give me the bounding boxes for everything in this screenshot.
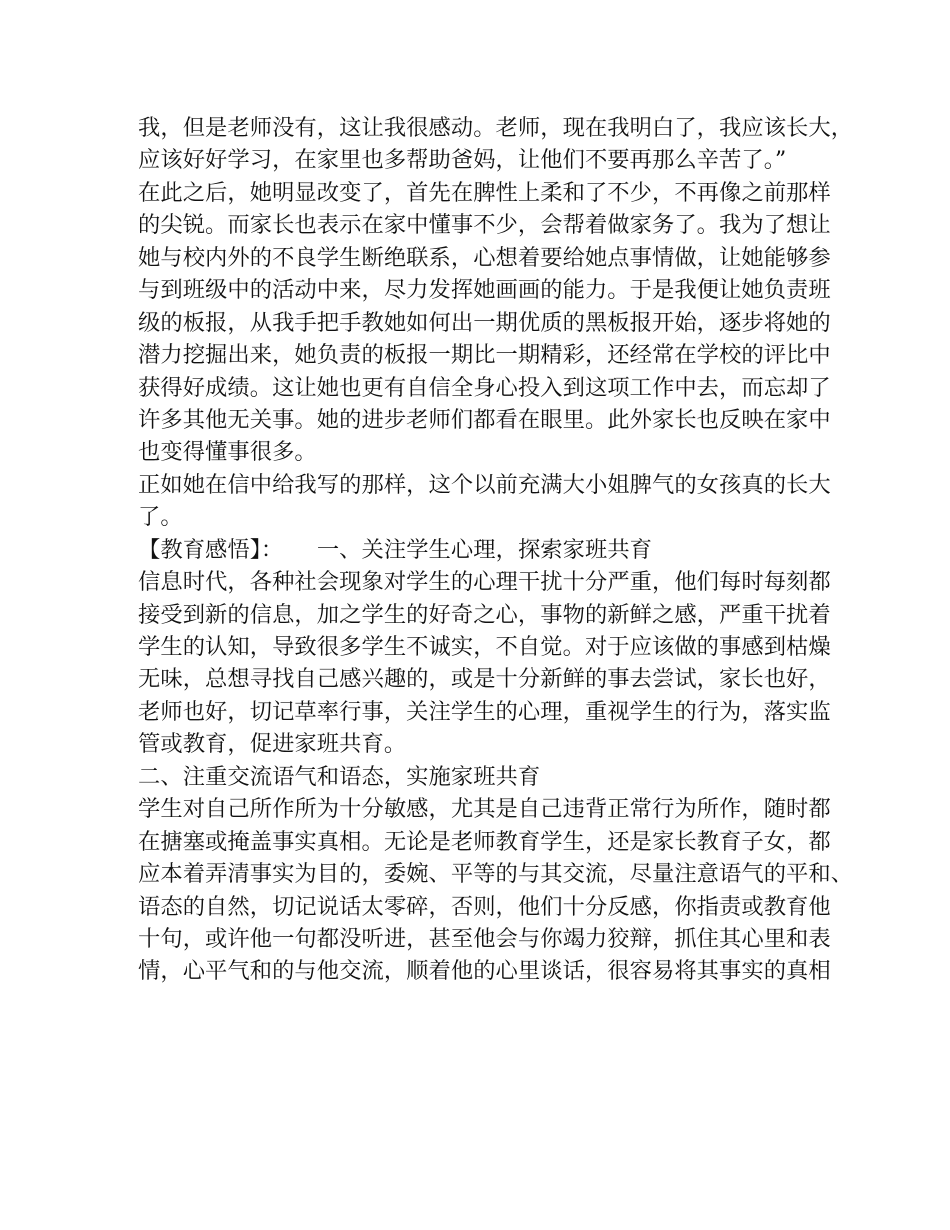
text-line: 许多其他无关事。她的进步老师们都看在眼里。此外家长也反映在家中 <box>138 406 831 433</box>
text-line: 十句，或许他一句都没听进，甚至他会与你竭力狡辩，抓住其心里和表 <box>138 925 831 952</box>
text-line: 正如她在信中给我写的那样，这个以前充满大小姐脾气的女孩真的长大 <box>138 471 831 498</box>
text-line: 她与校内外的不良学生断绝联系，心想着要给她点事情做，让她能够参 <box>138 244 831 271</box>
text-line: 无味，总想寻找自己感兴趣的，或是十分新鲜的事去尝试，家长也好， <box>138 666 831 693</box>
text-line: 信息时代，各种社会现象对学生的心理干扰十分严重，他们每时每刻都 <box>138 569 831 596</box>
text-line: 在此之后，她明显改变了，首先在脾性上柔和了不少，不再像之前那样 <box>138 179 831 206</box>
text-line: 学生的认知，导致很多学生不诚实，不自觉。对于应该做的事感到枯燥 <box>138 634 831 660</box>
text-line: 我，但是老师没有，这让我很感动。老师，现在我明白了，我应该长大， <box>138 115 854 141</box>
text-line: 获得好成绩。这让她也更有自信全身心投入到这项工作中去，而忘却了 <box>138 374 831 401</box>
document-body <box>138 112 854 988</box>
text-line: 潜力挖掘出来，她负责的板报一期比一期精彩，还经常在学校的评比中 <box>138 342 831 369</box>
text-line: 接受到新的信息，加之学生的好奇之心，事物的新鲜之感，严重干扰着 <box>138 601 831 628</box>
text-line: 与到班级中的活动中来，尽力发挥她画画的能力。于是我便让她负责班 <box>138 277 831 304</box>
text-line: 应该好好学习，在家里也多帮助爸妈，让他们不要再那么辛苦了。” <box>138 147 787 174</box>
text-line: 情，心平气和的与他交流，顺着他的心里谈话，很容易将其事实的真相 <box>138 958 831 985</box>
text-line: 了。 <box>138 504 183 531</box>
text-line: 在搪塞或掩盖事实真相。无论是老师教育学生，还是家长教育子女，都 <box>138 828 831 855</box>
text-line: 学生对自己所作所为十分敏感，尤其是自己违背正常行为所作，随时都 <box>138 796 831 823</box>
text-line: 的尖锐。而家长也表示在家中懂事不少，会帮着做家务了。我为了想让 <box>138 212 831 239</box>
section-heading-2: 二、注重交流语气和语态，实施家班共育 <box>138 763 541 790</box>
text-line: 应本着弄清事实为目的，委婉、平等的与其交流，尽量注意语气的平和、 <box>138 861 854 888</box>
text-line: 管或教育，促进家班共育。 <box>138 731 407 758</box>
text-line: 级的板报，从我手把手教她如何出一期优质的黑板报开始，逐步将她的 <box>138 309 831 336</box>
text-line: 语态的自然，切记说话太零碎，否则，他们十分反感，你指责或教育他 <box>138 893 831 920</box>
section-heading-1: 【教育感悟】： 一、关注学生心理，探索家班共育 <box>138 536 653 563</box>
text-line: 老师也好，切记草率行事，关注学生的心理，重视学生的行为，落实监 <box>138 698 831 725</box>
text-line: 也变得懂事很多。 <box>138 439 317 466</box>
